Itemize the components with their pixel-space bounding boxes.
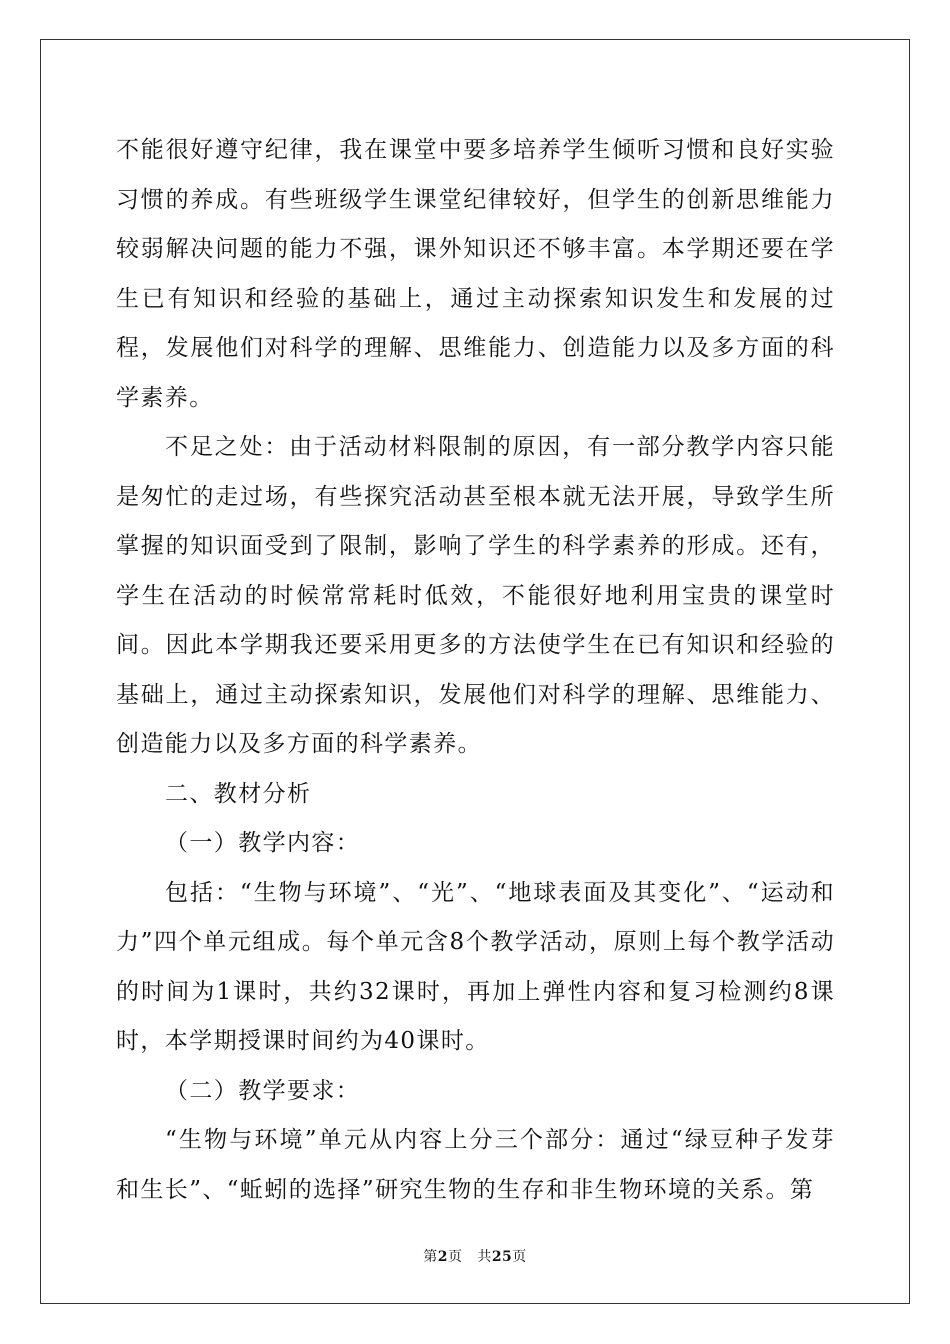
subsection-heading-teaching-requirements: （二）教学要求： [165,1077,361,1104]
page-footer [0,1248,950,1266]
paragraph-teaching-requirements: “生物与环境”单元从内容上分三个部分：通过“绿豆种子发芽和生长”、“蚯蚓的选择”研究生物的生存和非生物环境的关系。第 [116,1127,835,1203]
footer-page-suffix: 页 [447,1249,463,1265]
footer-total-prefix: 共 [477,1249,492,1265]
footer-page-number: 2 [437,1249,448,1265]
paragraph-teaching-content: 包括：“生物与环境”、“光”、“地球表面及其变化”、“运动和力”四个单元组成。每个单元含8个教学活动，原则上每个教学活动的时间为1课时，共约32课时，再加上弹性内容和复习检测约8课时，本学期授课时间约为40课时。 [116,879,835,1054]
subsection-heading-teaching-content: （一）教学内容： [165,830,361,856]
footer-page-prefix: 第 [423,1249,438,1265]
document-body [116,126,835,1215]
section-heading-textbook-analysis: 二、教材分析 [165,780,312,807]
paragraph-shortcomings: 不足之处：由于活动材料限制的原因，有一部分教学内容只能是匆忙的走过场，有些探究活动甚至根本就无法开展，导致学生所掌握的知识面受到了限制，影响了学生的科学素养的形成。还有，学生在活动的时候常常耗时低效，不能很好地利用宝贵的课堂时间。因此本学期我还要采用更多的方法使学生在已有知识和经验的基础上，通过主动探索知识，发展他们对科学的理解、思维能力、创造能力以及多方面的科学素养。 [116,434,835,757]
paragraph-continuation: 不能很好遵守纪律，我在课堂中要多培养学生倾听习惯和良好实验习惯的养成。有些班级学生课堂纪律较好，但学生的创新思维能力较弱解决问题的能力不强，课外知识还不够丰富。本学期还要在学生已有知识和经验的基础上，通过主动探索知识发生和发展的过程，发展他们对科学的理解、思维能力、创造能力以及多方面的科学素养。 [116,137,835,411]
footer-total-pages: 25 [491,1249,513,1265]
footer-total-suffix: 页 [512,1249,527,1265]
